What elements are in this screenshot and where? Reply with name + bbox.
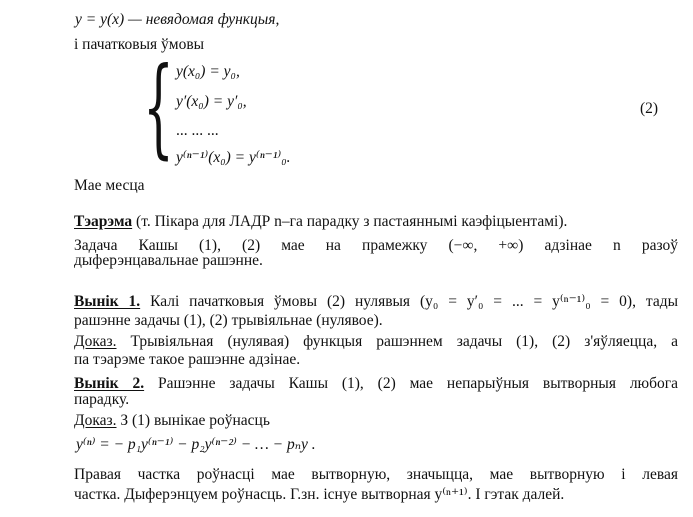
corollary1-line1 xyxy=(74,294,678,310)
left-brace: { xyxy=(143,45,174,170)
equation-number-2: (2) xyxy=(640,100,659,117)
proof1-line1 xyxy=(74,334,678,350)
condition-ellipsis: ... ... ... xyxy=(176,122,219,139)
theorem-heading xyxy=(74,214,567,230)
proof1-text: Трывіяльная (нулявая) функцыя рашэннем задачы (1), (2) з'яўляецца, а xyxy=(116,333,678,350)
formula-recurrence: y⁽ⁿ⁾ = − p₁y⁽ⁿ⁻¹⁾ − p₂y⁽ⁿ⁻²⁾ − … − pₙy . xyxy=(76,436,316,453)
last-line2: частка. Дыферэнцуем роўнасць. Г.зн. існуе вытворная y⁽ⁿ⁺¹⁾. І гэтак далей. xyxy=(74,486,565,503)
proof1-line2: па тэарэме такое рашэнне адзінае. xyxy=(74,351,301,368)
proof2-title: Доказ. xyxy=(74,412,117,429)
proof1-title: Доказ. xyxy=(74,333,117,350)
line-function-unknown: y = y(x) — невядомая функцыя, xyxy=(75,11,280,28)
corollary1-title: Вынік 1. xyxy=(74,293,141,310)
theorem-body-line1: Задача Кашы (1), (2) мае на прамежку (−∞, +∞) адзінае n разоў xyxy=(74,237,678,254)
corollary2-title: Вынік 2. xyxy=(74,375,145,392)
condition-n-minus-1: y⁽ⁿ⁻¹⁾(x₀) = y⁽ⁿ⁻¹⁾₀. xyxy=(176,149,291,166)
theorem-statement: (т. Пікара для ЛАДР n–га парадку з пастаяннымі каэфіцыентамі). xyxy=(132,213,568,230)
corollary2-line2: парадку. xyxy=(74,391,130,408)
corollary1-line2: рашэнне задачы (1), (2) трывіяльнае (нулявое). xyxy=(74,312,383,329)
corollary1-text: Калі пачатковыя ўмовы (2) нулявыя (y₀ = y′₀ = ... = y⁽ⁿ⁻¹⁾₀ = 0), тады xyxy=(140,293,679,310)
corollary2-line1 xyxy=(74,376,678,392)
theorem-title: Тэарэма xyxy=(74,213,133,230)
line-mae-mesca: Мае месца xyxy=(74,177,145,194)
proof2-text: З (1) вынікае роўнасць xyxy=(116,412,270,429)
condition-2: y′(x₀) = y′₀, xyxy=(176,93,247,110)
proof2-line1 xyxy=(74,413,270,429)
theorem-body-line2: дыферэнцавальнае рашэнне. xyxy=(74,252,263,269)
condition-1: y(x₀) = y₀, xyxy=(176,63,240,80)
last-line1: Правая частка роўнасці мае вытворную, значыцца, мае вытворную і левая xyxy=(74,466,678,483)
corollary2-text: Рашэнне задачы Кашы (1), (2) мае непарыўныя вытворныя любога xyxy=(144,375,679,392)
line-initial-conditions-intro: і пачатковыя ўмовы xyxy=(74,36,205,53)
